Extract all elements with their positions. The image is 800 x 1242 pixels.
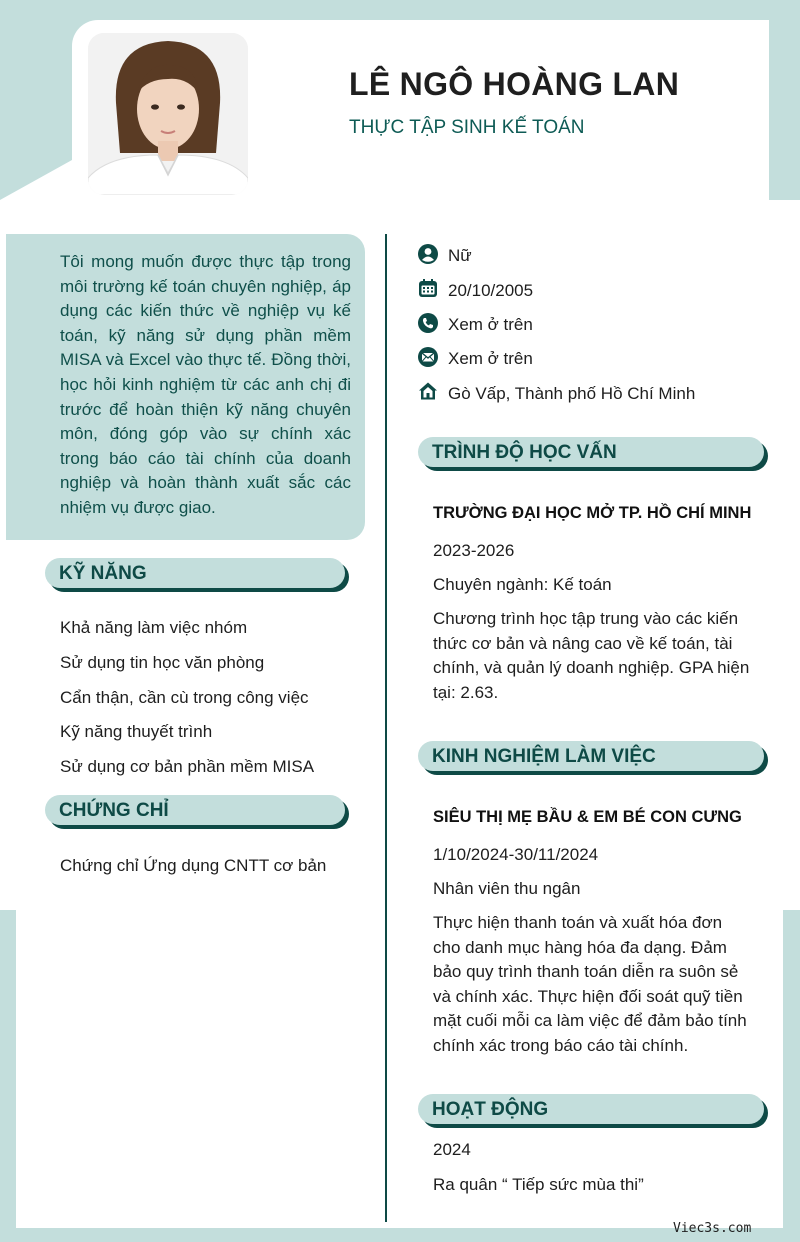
candidate-role: THỰC TẬP SINH KẾ TOÁN (349, 117, 585, 138)
contact-address: Gò Vấp, Thành phố Hồ Chí Minh (448, 384, 696, 403)
experience-company: SIÊU THỊ MẸ BẦU & EM BÉ CON CƯNG (433, 808, 742, 826)
watermark-text: Viec3s.com (673, 1221, 752, 1236)
activity-year: 2024 (433, 1140, 471, 1159)
education-school: TRƯỜNG ĐẠI HỌC MỞ TP. HỒ CHÍ MINH (433, 504, 752, 522)
skill-item: Kỹ năng thuyết trình (60, 722, 213, 741)
skill-item: Sử dụng cơ bản phần mềm MISA (60, 757, 315, 776)
education-description: Chương trình học tập trung vào các kiến thức cơ bản và nâng cao về kế toán, tài chính, và quản lý doanh nghiệp. GPA hiện tại: 2.63. (433, 609, 750, 702)
phone-icon (418, 313, 438, 338)
skills-title: KỸ NĂNG (59, 563, 147, 584)
certificates-section-header (45, 795, 345, 825)
career-objective-text: Tôi mong muốn được thực tập trong môi trường kế toán chuyên nghiệp, áp dụng các kiến thức về nghiệp vụ kế toán, kỹ năng sử dụng phần mềm MISA và Excel vào thực tế. Đồng thời, học hỏi kinh nghiệm từ các anh chị đi trước để hoàn thiện kỹ năng chuyên môn, đóng góp vào sự chính xác trong báo cáo tài chính của doanh nghiệp và hoàn thành xuất sắc các nhiệm vụ được giao. (60, 252, 351, 517)
header-right-band (769, 20, 800, 200)
column-divider (385, 234, 387, 1222)
skill-item: Sử dụng tin học văn phòng (60, 653, 265, 672)
education-section-header (418, 437, 764, 467)
email-icon (418, 347, 438, 372)
profile-photo (88, 33, 248, 195)
skills-section-header (45, 558, 345, 588)
contact-email: Xem ở trên (448, 349, 533, 368)
experience-period: 1/10/2024-30/11/2024 (433, 845, 599, 864)
calendar-icon (418, 278, 438, 303)
contact-birthday: 20/10/2005 (448, 281, 534, 300)
experience-position: Nhân viên thu ngân (433, 879, 581, 898)
right-border-band (783, 910, 800, 1242)
certificate-item: Chứng chỉ Ứng dụng CNTT cơ bản (60, 856, 327, 875)
contact-gender: Nữ (448, 246, 472, 265)
gender-icon (418, 244, 438, 269)
home-icon (418, 381, 438, 406)
education-title: TRÌNH ĐỘ HỌC VẤN (432, 442, 617, 463)
experience-section-header (418, 741, 764, 771)
left-border-band (0, 910, 16, 1242)
experience-description: Thực hiện thanh toán và xuất hóa đơn cho danh mục hàng hóa đa dạng. Đảm bảo quy trình thanh toán diễn ra suôn sẻ và chính xác. Thực hiện đối soát quỹ tiền mặt cuối mỗi ca làm việc để đảm bảo tính chính xác trong báo cáo tài chính. (433, 913, 747, 1055)
education-major: Chuyên ngành: Kế toán (433, 575, 612, 594)
activity-name: Ra quân “ Tiếp sức mùa thi” (433, 1175, 644, 1194)
experience-title: KINH NGHIỆM LÀM VIỆC (432, 746, 656, 767)
activities-section-header (418, 1094, 764, 1124)
contact-phone: Xem ở trên (448, 315, 533, 334)
certificates-title: CHỨNG CHỈ (59, 800, 169, 821)
skill-item: Cẩn thận, cần cù trong công việc (60, 688, 309, 707)
skill-item: Khả năng làm việc nhóm (60, 618, 248, 637)
activities-title: HOẠT ĐỘNG (432, 1099, 549, 1120)
education-period: 2023-2026 (433, 541, 515, 560)
career-objective-box (6, 234, 365, 540)
candidate-name: LÊ NGÔ HOÀNG LAN (349, 66, 680, 102)
